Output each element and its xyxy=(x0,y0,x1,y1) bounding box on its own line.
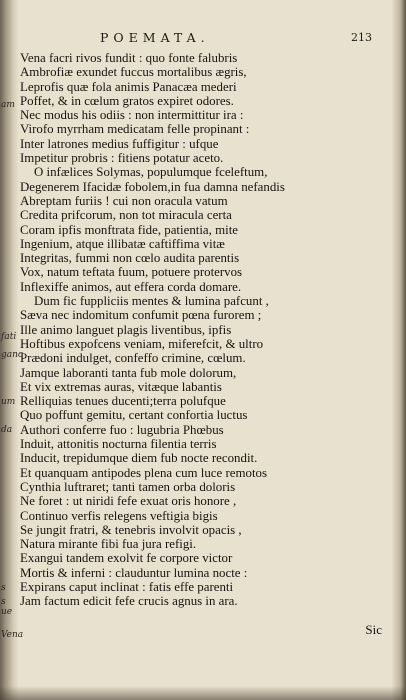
verse-line: Ille animo languet plagis liventibus, ipfis xyxy=(20,322,232,337)
verse-line: Relliquias tenues ducenti;terra polufque xyxy=(20,394,226,409)
margin-fragment: fati xyxy=(1,332,17,342)
verse-line: Ne foret : ut niridi fefe exuat oris honore , xyxy=(20,494,237,509)
verse-line: Abreptam furiis ! cui non oracula vatum xyxy=(20,193,228,208)
verse-line: Jam factum edicit fefe crucis agnus in ara. xyxy=(20,594,238,609)
margin-fragment: da xyxy=(1,425,13,435)
verse-line: Sæva nec indomitum confumit pœna furorem ; xyxy=(20,308,262,323)
verse-line: Inflexiffe animos, aut effera corda domare. xyxy=(20,279,242,294)
verse-line: Integritas, fummi non cœlo audita parentis xyxy=(20,251,240,266)
verse-line: Nec modus his odiis : non intermittitur ira : xyxy=(20,108,244,123)
verse-line: Jamque laboranti tanta fub mole dolorum, xyxy=(20,365,237,380)
left-margin-bleed xyxy=(0,0,24,700)
margin-fragment: s xyxy=(1,597,6,607)
verse-line: Leprofis quæ fola animis Panacæa mederi xyxy=(20,79,237,94)
page-number: 213 xyxy=(351,31,372,44)
verse-line: Coram ipfis monftrata fide, patientia, mite xyxy=(20,222,239,237)
verse-line: Inducit, trepidumque diem fub nocte recondit. xyxy=(20,451,258,466)
verse-line: Dum fic fuppliciis mentes & lumina pafcunt , xyxy=(34,294,269,309)
verse-line: Et quanquam antipodes plena cum luce remotos xyxy=(20,465,267,480)
verse-line: Exangui tandem exolvit fe corpore victor xyxy=(20,551,233,566)
verse-line: Expirans caput inclinat : fatis effe parenti xyxy=(20,579,234,594)
margin-fragment: Vena xyxy=(1,630,24,640)
verse-line: Induit, attonitis nocturna filentia terris xyxy=(20,437,217,452)
page-edge-right xyxy=(392,0,406,700)
verse-line: Natura mirante fibi fua jura refigi. xyxy=(20,537,197,552)
verse-line: Vox, natum teftata fuum, potuere protervos xyxy=(20,265,243,280)
verse-line: Continuo verfis relegens veftigia bigis xyxy=(20,508,218,523)
verse-line: Se jungit fratri, & tenebris involvit opacis , xyxy=(20,522,242,537)
verse-line: Hoftibus expofcens veniam, miferefcit, & ultro xyxy=(20,336,264,351)
verse-line: Mortis & inferni : clauduntur lumina nocte : xyxy=(20,565,248,580)
poem-text xyxy=(20,51,370,609)
verse-line: Poffet, & in cœlum gratos expiret odores. xyxy=(20,93,234,108)
verse-line: Ingenium, atque illibatæ caftiffima vitæ xyxy=(20,236,225,251)
verse-line: Vena facri rivos fundit : quo fonte falubris xyxy=(20,51,238,65)
margin-fragment: ue xyxy=(1,607,13,617)
page-edge-bottom xyxy=(0,686,406,700)
margin-fragment: um xyxy=(1,397,16,407)
margin-fragment: ganc xyxy=(1,350,23,360)
page-header xyxy=(22,30,372,48)
margin-fragment: s xyxy=(1,583,6,593)
verse-line: Prædoni indulget, confeffo crimine, cœlum. xyxy=(20,351,246,366)
running-title: POEMATA. xyxy=(100,30,210,45)
verse-line: Inter latrones medius fuffigitur : ufque xyxy=(20,136,219,151)
verse-line: Authori conferre fuo : lugubria Phœbus xyxy=(20,422,224,437)
verse-line: Degenerem Ifacidæ fobolem,in fua damna nefandis xyxy=(20,179,285,194)
verse-line: Credita prifcorum, non tot miracula certa xyxy=(20,208,232,223)
catchword: Sic xyxy=(365,622,382,637)
verse-line: O infælices Solymas, populumque fceleftum, xyxy=(34,165,268,180)
margin-fragment: am xyxy=(1,100,15,110)
verse-line: Ambrofiæ exundet fuccus mortalibus ægris, xyxy=(20,65,247,80)
verse-line: Virofo myrrham medicatam felle propinant : xyxy=(20,122,250,137)
verse-line: Quo poffunt gemitu, certant confortia luctus xyxy=(20,408,248,423)
verse-line: Impetitur probris : fitiens potatur aceto. xyxy=(20,151,224,166)
verse-line: Et vix extremas auras, vitæque labantis xyxy=(20,379,222,394)
verse-line: Cynthia luftraret; tanti tamen orba doloris xyxy=(20,479,236,494)
